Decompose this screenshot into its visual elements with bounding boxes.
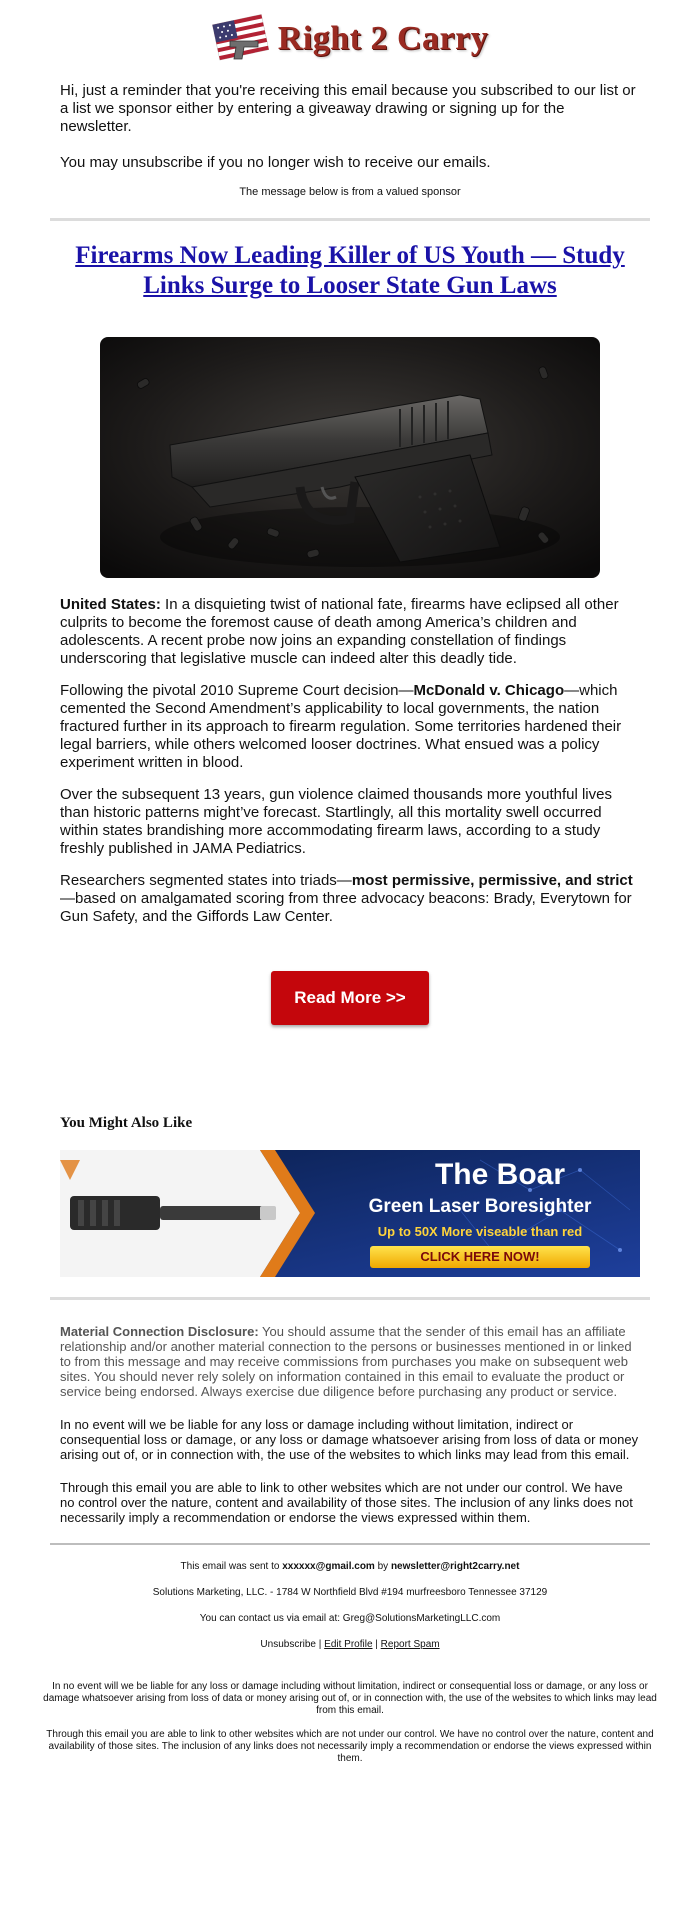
report-spam-link[interactable]: Report Spam xyxy=(380,1639,440,1650)
case-name: McDonald v. Chicago xyxy=(413,682,565,699)
sponsor-note: The message below is from a valued sponsor xyxy=(239,186,461,198)
article-paragraph xyxy=(60,682,640,772)
banner-title: The Boar xyxy=(434,1158,566,1191)
intro xyxy=(0,72,700,172)
sent-to-line xyxy=(40,1561,660,1573)
legal-notices xyxy=(0,1417,700,1525)
disclosure-lead: Material Connection Disclosure: xyxy=(60,1324,259,1339)
banner-tagline: Up to 50X More viseable than red xyxy=(377,1224,583,1239)
article-paragraph: Over the subsequent 13 years, gun violence claimed thousands more youthful lives than historic patterns might’ve forecast. Startlingly, all this mortality swell occurred within states brandishing more accommodating firearm laws, according to a study freshly published in JAMA Pediatrics. xyxy=(60,786,612,857)
article-text: —which cemented the Second Amendment’s applicability to local governments, the nation fractured further in its approach to firearm regulation. Some territories hardened their legal barriers, while others welcomed looser doctrines. What ensued was a policy experiment written in blood. xyxy=(60,682,622,771)
article-text: In a disquieting twist of national fate, firearms have eclipsed all other culprits to become the foremost cause of death among America’s children and adolescents. A recent probe now joins an expanding constellation of findings underscoring that legislative muscle can indeed alter this deadly tide. xyxy=(60,596,619,667)
footer-links xyxy=(40,1639,660,1651)
article-hero-image[interactable] xyxy=(100,337,600,578)
brand-name: Right 2 Carry xyxy=(277,20,489,57)
company-address: Solutions Marketing, LLC. - 1784 W Northfield Blvd #194 murfreesboro Tennessee 37129 xyxy=(152,1587,548,1598)
state-categories: most permissive, permissive, and strict xyxy=(351,872,633,889)
article-text: Following the pivotal 2010 Supreme Court decision— xyxy=(60,682,414,699)
read-more-button[interactable]: Read More >> xyxy=(271,971,429,1025)
pistol-image-icon xyxy=(100,337,600,578)
article-paragraph xyxy=(60,872,640,926)
sent-label: This email was sent to xyxy=(180,1561,283,1572)
contact-line: You can contact us via email at: Greg@SolutionsMarketingLLC.com xyxy=(199,1613,501,1624)
footer-liability: In no event will we be liable for any loss or damage including without limitation, indirect or consequential loss or damage, or any loss or damage whatsoever arising from loss of data or money arising out of, or in connection with, the use of the websites to which links may lead from this email. xyxy=(43,1681,657,1716)
flag-pistol-logo-icon xyxy=(212,11,272,67)
article-text: Researchers segmented states into triads— xyxy=(60,872,352,889)
subscription-reminder: Hi, just a reminder that you're receiving this email because you subscribed to our list or a list we sponsor either by entering a giveaway drawing or signing up for the newsletter. xyxy=(60,82,636,135)
sender-email: newsletter@right2carry.net xyxy=(390,1561,520,1572)
logo[interactable] xyxy=(0,0,700,72)
liability-notice: In no event will we be liable for any loss or damage including without limitation, indirect or consequential loss or damage, or any loss or damage whatsoever arising from loss of data or money arising out of, or in connection with, the use of the websites to which links may lead from this email. xyxy=(60,1417,639,1462)
article-body xyxy=(0,578,700,926)
link-separator: | xyxy=(372,1639,381,1650)
external-links-notice: Through this email you are able to link to other websites which are not under our control. We have no control over the nature, content and availability of those sites. The inclusion of any links does not necessarily imply a recommendation or endorse the views expressed within them. xyxy=(60,1480,633,1525)
banner-cta-button[interactable]: CLICK HERE NOW! xyxy=(370,1246,590,1268)
sent-by-label: by xyxy=(374,1561,391,1572)
link-separator: | xyxy=(316,1639,325,1650)
footer-external-links: Through this email you are able to link to other websites which are not under our control. We have no control over the nature, content and availability of those sites. The inclusion of any links does not necessarily imply a recommendation or endorse the views expressed within them. xyxy=(46,1729,654,1764)
banner-subtitle: Green Laser Boresighter xyxy=(368,1196,592,1217)
also-like-heading: You Might Also Like xyxy=(60,1115,193,1131)
divider xyxy=(50,218,650,221)
disclosure-text: You should assume that the sender of this email has an affiliate relationship and/or another material connection to the persons or businesses mentioned in or linked to from this message and may receive commissions from purchases you make on subsequent web sites. You should never rely solely on information contained in this email to evaluate the product or service being endorsed. Always exercise due diligence before purchasing any product or service. xyxy=(60,1324,632,1399)
article-headline-link[interactable]: Firearms Now Leading Killer of US Youth — Study Links Surge to Looser State Gun Laws xyxy=(75,242,625,299)
edit-profile-link[interactable]: Edit Profile xyxy=(324,1639,373,1650)
boar-ad-banner[interactable] xyxy=(60,1150,640,1277)
article-paragraph xyxy=(60,596,640,668)
unsubscribe-link[interactable]: Unsubscribe xyxy=(260,1639,316,1650)
footer xyxy=(0,1545,700,1765)
recipient-email: xxxxxx@gmail.com xyxy=(282,1561,375,1572)
unsubscribe-note: You may unsubscribe if you no longer wish to receive our emails. xyxy=(60,154,491,171)
material-disclosure xyxy=(0,1300,700,1399)
article-text: —based on amalgamated scoring from three advocacy beacons: Brady, Everytown for Gun Safety, and the Giffords Law Center. xyxy=(60,890,632,925)
article-location: United States: xyxy=(60,596,161,613)
cta-container xyxy=(0,971,700,1025)
